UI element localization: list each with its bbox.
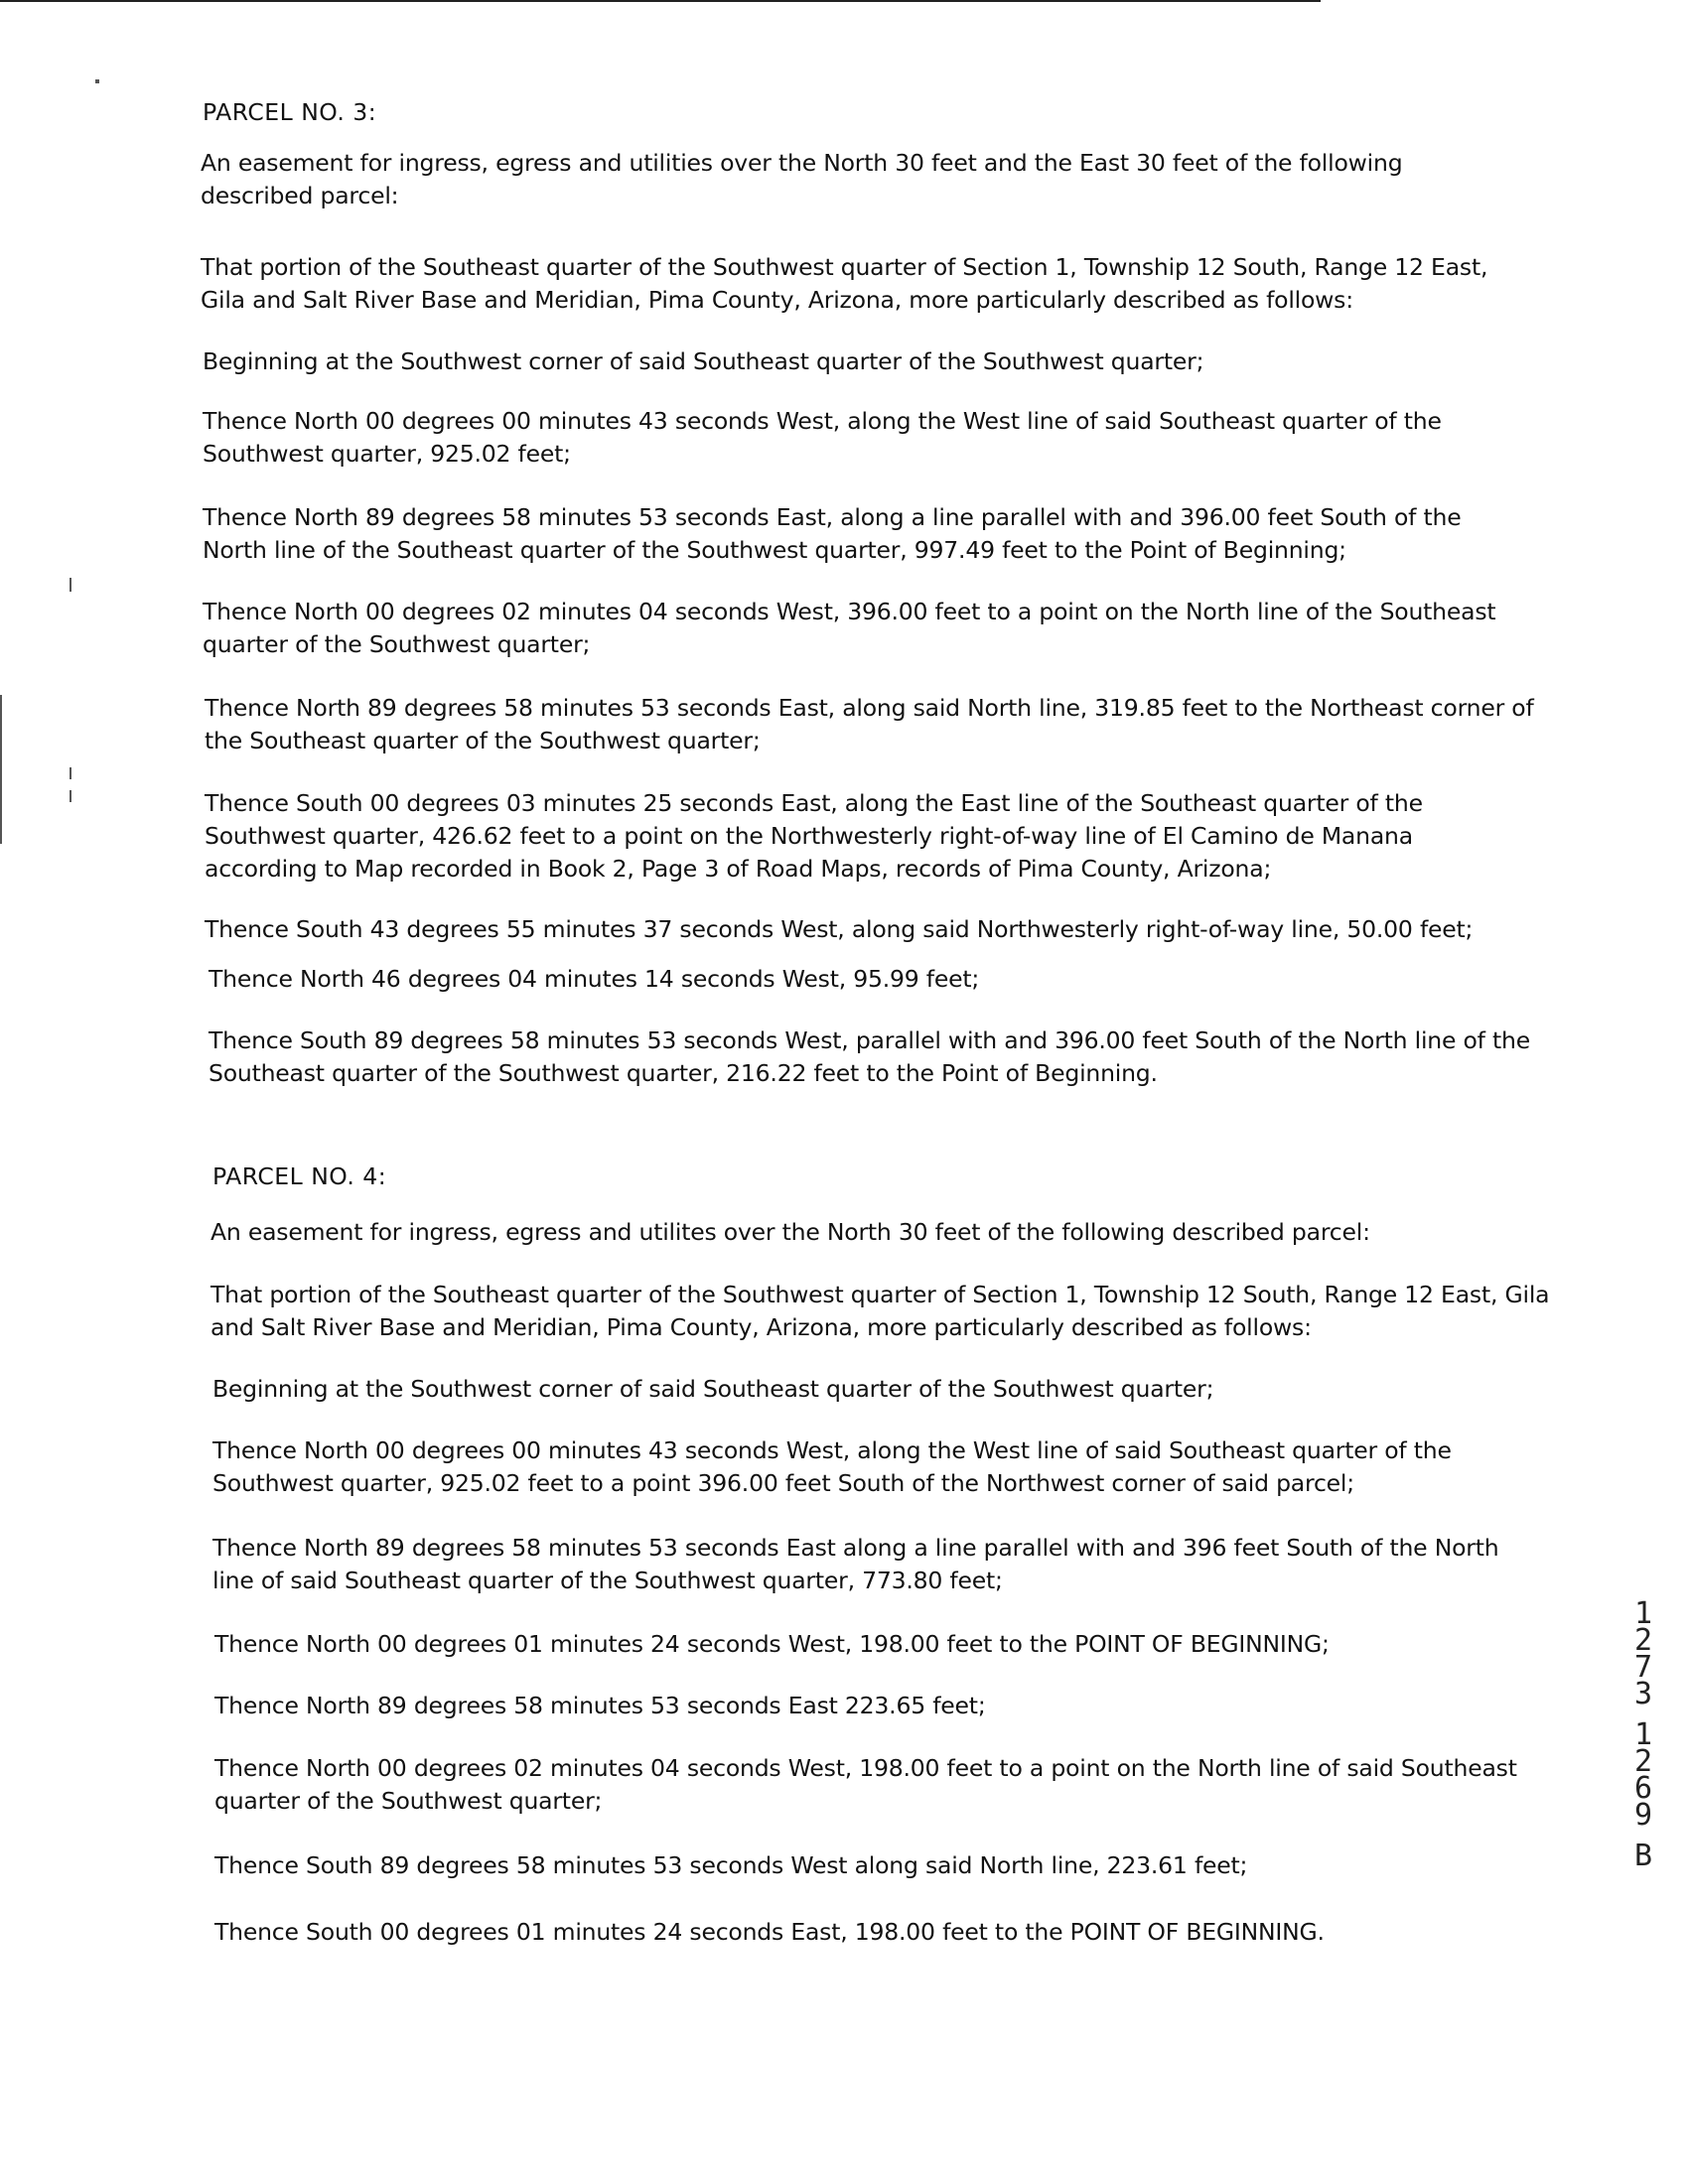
- scan-tick: [70, 790, 71, 802]
- paragraph-text: That portion of the Southeast quarter of the Southwest quarter of Section 1, Township 12 South, Range 12 East, Gila and Salt River Base and Meridian, Pima County, Arizona, more particularly described as follows:: [211, 1281, 1550, 1341]
- parcel-4-para-5: [214, 1628, 1545, 1661]
- stamp-char: 3: [1633, 1677, 1653, 1711]
- stamp-char: 2: [1633, 1744, 1653, 1779]
- parcel-4-para-1: [211, 1279, 1561, 1344]
- parcel-3-para-3: [203, 405, 1493, 471]
- parcel-4-para-7: [214, 1752, 1575, 1818]
- top-rule: [0, 0, 1321, 2]
- paragraph-text: Thence North 00 degrees 02 minutes 04 seconds West, 198.00 feet to a point on the North line of said Southeast quarter of the Southwest quarter;: [214, 1754, 1517, 1815]
- paragraph-text: Thence South 00 degrees 01 minutes 24 seconds East, 198.00 feet to the POINT OF BEGINNING.: [214, 1918, 1325, 1946]
- paragraph-text: Thence North 00 degrees 02 minutes 04 seconds West, 396.00 feet to a point on the North line of the Southeast quarter of the Southwest quarter;: [203, 598, 1496, 658]
- paragraph-text: Thence South 00 degrees 03 minutes 25 seconds East, along the East line of the Southeast quarter of the Southwest quarter, 426.62 feet to a point on the Northwesterly right-of-way line of El Camino de Manana according to Map recorded in Book 2, Page 3 of Road Maps, records of Pima County, Arizona;: [205, 789, 1423, 883]
- stamp-char: 6: [1633, 1771, 1653, 1806]
- paragraph-text: Thence South 43 degrees 55 minutes 37 seconds West, along said Northwesterly right-of-way line, 50.00 feet;: [205, 915, 1474, 943]
- paragraph-text: Thence North 00 degrees 00 minutes 43 seconds West, along the West line of said Southeast quarter of the Southwest quarter, 925.02 feet;: [203, 407, 1442, 468]
- stamp-char: 1: [1633, 1717, 1653, 1752]
- parcel-4-para-8: [214, 1849, 1545, 1882]
- parcel-3-para-2: [203, 345, 1533, 378]
- parcel-3-para-10: [209, 1024, 1539, 1090]
- paragraph-text: An easement for ingress, egress and utilities over the North 30 feet and the East 30 feet of the following described parcel:: [201, 149, 1403, 209]
- parcel-4-para-6: [214, 1690, 1545, 1722]
- paragraph-text: Thence South 89 degrees 58 minutes 53 seconds West along said North line, 223.61 feet;: [214, 1851, 1248, 1879]
- paragraph-text: Thence North 89 degrees 58 minutes 53 seconds East along a line parallel with and 396 feet South of the North line of said Southeast quarter of the Southwest quarter, 773.80 feet;: [212, 1534, 1499, 1594]
- scan-tick: [70, 578, 71, 592]
- paragraph-text: An easement for ingress, egress and utilites over the North 30 feet of the following described parcel:: [211, 1218, 1370, 1246]
- paragraph-text: Thence South 89 degrees 58 minutes 53 seconds West, parallel with and 396.00 feet South of the North line of the Southeast quarter of the Southwest quarter, 216.22 feet to the Point of Beginning.: [209, 1026, 1530, 1087]
- recording-number-stamp: [1628, 1596, 1658, 1873]
- parcel-3-para-0: [201, 147, 1432, 212]
- stamp-char: B: [1633, 1839, 1653, 1873]
- parcel-4-para-9: [214, 1916, 1545, 1949]
- paragraph-text: Thence North 89 degrees 58 minutes 53 seconds East, along said North line, 319.85 feet to the Northeast corner of the Southeast quarter of the Southwest quarter;: [205, 694, 1534, 754]
- parcel-3-para-8: [205, 913, 1575, 946]
- paragraph-text: Beginning at the Southwest corner of said Southeast quarter of the Southwest quarter;: [212, 1375, 1214, 1403]
- stamp-char: 9: [1633, 1798, 1653, 1833]
- scan-dot: [95, 79, 99, 83]
- stamp-char: 1: [1633, 1596, 1653, 1631]
- left-edge-mark: [0, 695, 2, 844]
- parcel-3-para-7: [205, 787, 1495, 886]
- parcel-4-heading: PARCEL NO. 4:: [212, 1162, 387, 1190]
- scan-tick: [70, 767, 71, 779]
- parcel-3-para-9: [209, 963, 1499, 996]
- paragraph-text: Beginning at the Southwest corner of said Southeast quarter of the Southwest quarter;: [203, 347, 1204, 375]
- paragraph-text: That portion of the Southeast quarter of the Southwest quarter of Section 1, Township 12 South, Range 12 East, Gila and Salt River Base and Meridian, Pima County, Arizona, more particularly described as follows:: [201, 253, 1488, 314]
- parcel-4-para-3: [212, 1434, 1503, 1500]
- paragraph-text: Thence North 89 degrees 58 minutes 53 seconds East, along a line parallel with and 396.00 feet South of the North line of the Southeast quarter of the Southwest quarter, 997.49 feet to the Point of Beginning;: [203, 503, 1462, 564]
- parcel-4-para-0: [211, 1216, 1541, 1249]
- parcel-4-para-2: [212, 1373, 1543, 1406]
- paragraph-text: Thence North 00 degrees 01 minutes 24 seconds West, 198.00 feet to the POINT OF BEGINNING;: [214, 1630, 1330, 1658]
- parcel-4-para-4: [212, 1532, 1543, 1597]
- parcel-3-para-1: [201, 251, 1531, 317]
- parcel-3-para-4: [203, 501, 1503, 567]
- paragraph-text: Thence North 00 degrees 00 minutes 43 seconds West, along the West line of said Southeast quarter of the Southwest quarter, 925.02 feet to a point 396.00 feet South of the Northwest corner of said parcel;: [212, 1436, 1452, 1497]
- paragraph-text: Thence North 89 degrees 58 minutes 53 seconds East 223.65 feet;: [214, 1692, 986, 1719]
- paragraph-text: Thence North 46 degrees 04 minutes 14 seconds West, 95.99 feet;: [209, 965, 980, 993]
- parcel-3-para-5: [203, 596, 1553, 661]
- stamp-char: 2: [1633, 1623, 1653, 1658]
- parcel-3-para-6: [205, 692, 1555, 757]
- stamp-char: 7: [1633, 1650, 1653, 1685]
- parcel-3-heading: PARCEL NO. 3:: [203, 98, 377, 126]
